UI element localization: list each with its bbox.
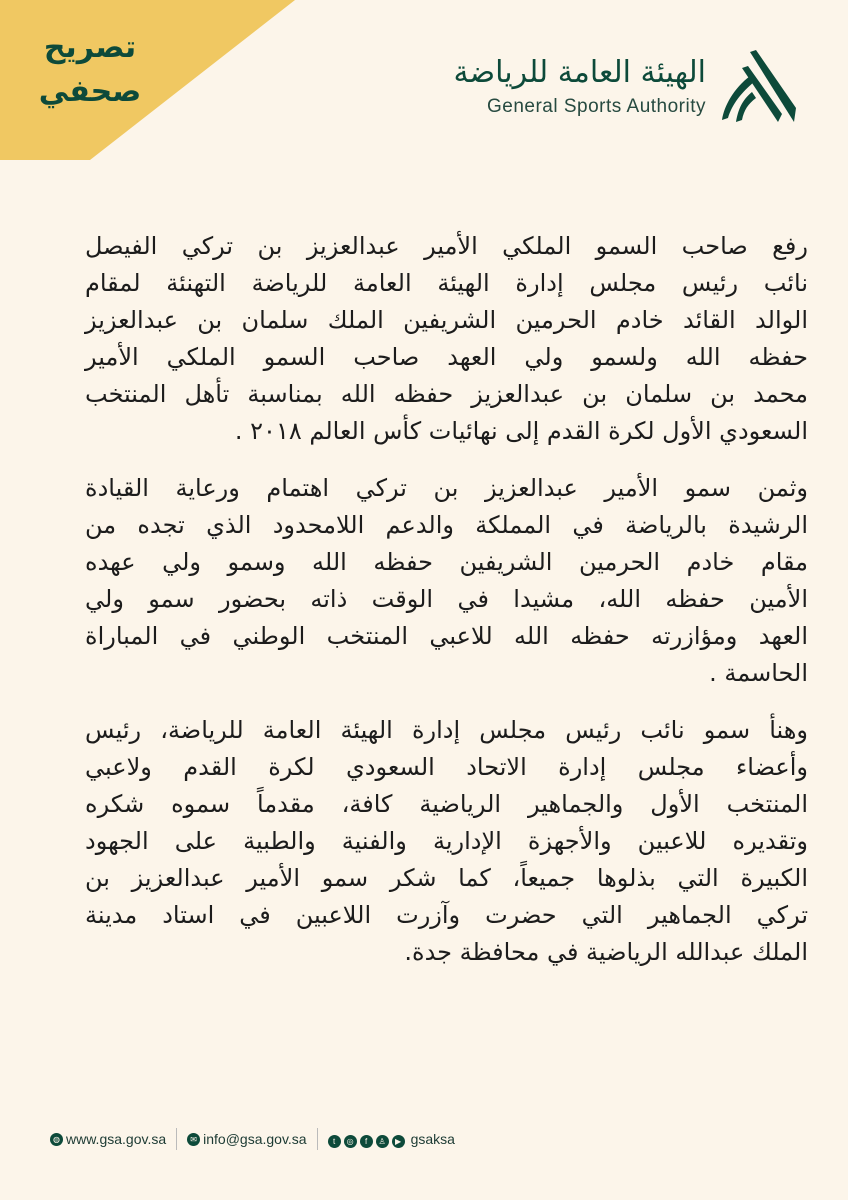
gsa-emblem-icon: [720, 48, 798, 124]
gsa-logo: [454, 48, 798, 124]
text-line: وهنأ سمو نائب رئيس مجلس إدارة الهيئة العامة للرياضة، رئيس: [85, 716, 808, 744]
text-line: الكبيرة التي بذلوها جميعاً، كما شكر سمو الأمير عبدالعزيز بن: [85, 864, 808, 892]
text-line: المنتخب الأول والجماهير الرياضية كافة، مقدماً سموه شكره: [85, 790, 808, 818]
paragraph: [85, 228, 808, 450]
youtube-icon[interactable]: ▶: [392, 1135, 405, 1148]
twitter-icon[interactable]: t: [328, 1135, 341, 1148]
social-handle[interactable]: gsaksa: [410, 1131, 455, 1147]
press-release-body: [85, 228, 808, 991]
snapchat-icon[interactable]: ♙: [376, 1135, 389, 1148]
text-line: رفع صاحب السمو الملكي الأمير عبدالعزيز بن تركي الفيصل: [85, 232, 808, 260]
divider: [317, 1128, 318, 1150]
logo-arabic-name: الهيئة العامة للرياضة: [453, 55, 706, 90]
text-line: محمد بن سلمان بن عبدالعزيز حفظه الله بمناسبة تأهل المنتخب: [85, 380, 808, 408]
text-line: الوالد القائد خادم الحرمين الشريفين الملك سلمان بن عبدالعزيز: [85, 306, 808, 334]
globe-icon: ◍: [50, 1133, 63, 1146]
text-line: السعودي الأول لكرة القدم إلى نهائيات كأس العالم ٢٠١٨ .: [234, 417, 808, 445]
badge-line-1: تصريح: [43, 30, 137, 65]
divider: [176, 1128, 177, 1150]
text-line: نائب رئيس مجلس إدارة الهيئة العامة للرياضة التهنئة لمقام: [85, 269, 808, 297]
text-line: حفظه الله ولسمو ولي العهد صاحب السمو الملكي الأمير: [85, 343, 808, 371]
text-line: الملك عبدالله الرياضية في محافظة جدة.: [404, 938, 808, 966]
text-line: الرشيدة بالرياضة في المملكة والدعم اللامحدود الذي تجده من: [85, 511, 808, 539]
text-line: وثمن سمو الأمير عبدالعزيز بن تركي اهتمام ورعاية القيادة: [85, 474, 808, 502]
text-line: العهد ومؤازرته حفظه الله للاعبي المنتخب الوطني في المباراة: [85, 622, 808, 650]
press-release-badge: [30, 26, 150, 114]
text-line: تركي الجماهير التي حضرت وآزرت اللاعبين في استاد مدينة: [85, 901, 808, 929]
footer-contacts: [50, 1128, 455, 1150]
text-line: مقام خادم الحرمين الشريفين حفظه الله وسمو ولي عهده: [85, 548, 808, 576]
website-link[interactable]: www.gsa.gov.sa: [66, 1131, 167, 1147]
badge-line-2: صحفي: [38, 74, 142, 109]
logo-english-name: General Sports Authority: [487, 96, 706, 117]
mail-icon: ✉: [187, 1133, 200, 1146]
email-link[interactable]: info@gsa.gov.sa: [203, 1131, 307, 1147]
text-line: الأمين حفظه الله، مشيدا في الوقت ذاته بحضور سمو ولي: [85, 585, 808, 613]
text-line: الحاسمة .: [709, 659, 808, 687]
text-line: وتقديره للاعبين والأجهزة الإدارية والفنية والطبية على الجهود: [85, 827, 808, 855]
facebook-icon[interactable]: f: [360, 1135, 373, 1148]
text-line: وأعضاء مجلس إدارة الاتحاد السعودي لكرة القدم ولاعبي: [85, 753, 808, 781]
paragraph: [85, 712, 808, 971]
paragraph: [85, 470, 808, 692]
instagram-icon[interactable]: ◎: [344, 1135, 357, 1148]
